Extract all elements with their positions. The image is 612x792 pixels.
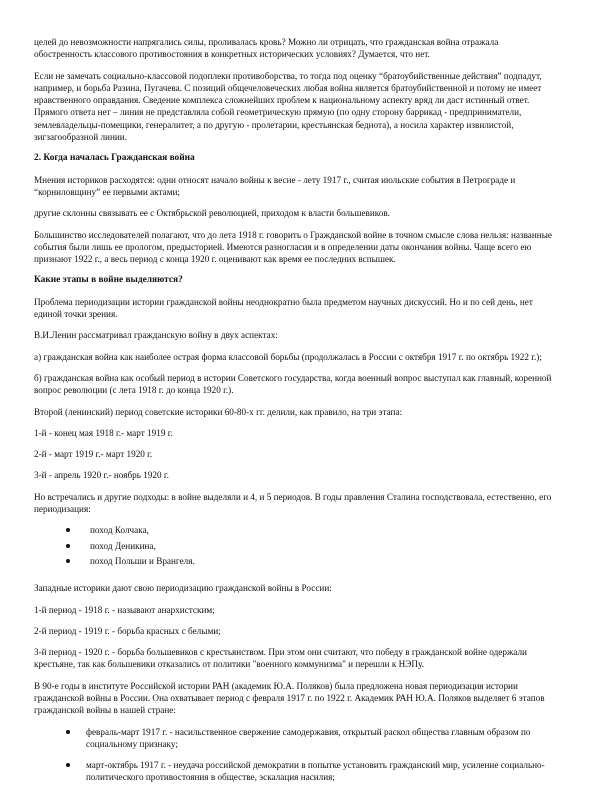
paragraph: 3-й период - 1920 г. - борьба большевиков с крестьянством. При этом они считают, что победу в гражданской войне одержали крестьяне, так как большевики отказались от политики "военного коммунизма" и перешли к НЭПу. <box>34 647 527 670</box>
paragraph: Проблема периодизации истории гражданской войны неоднократно была предметом научных дискуссий. Но и по сей день, нет единой точки зрения. <box>34 296 533 320</box>
paragraph: 3-й - апрель 1920 г.- ноябрь 1920 г. <box>34 470 169 481</box>
subsection-heading: Какие этапы в войне выделяются? <box>34 275 183 286</box>
paragraph: Западные историки дают свою периодизацию гражданской войны в России: <box>34 583 332 594</box>
paragraph: 2-й - март 1919 г.- март 1920 г. <box>34 449 153 460</box>
paragraph: Мнения историков расходятся: одни относят начало войны к весне - лету 1917 г., считая июльские события в Петрограде и “корниловщину” ее первыми актами; <box>34 174 516 197</box>
paragraph: Если не замечать социально-классовой подоплеки противоборства, то тогда под оценку “братоубийственные действия” подпадут, например, и борьба Разина, Пугачева. С позиций общечеловеческих любая война является братоубийственной и потому не имеет нравственного оправдания. Сведение комплекса сложнейших проблем к национальному аспекту вряд ли даст истинный ответ. Прямого ответа нет – линия не представляла собой геометрическую прямую (по одну сторону баррикад - предприниматели, землевладельцы-помещики, генералитет, а по другую - пролетарии, крестьянская беднота), а носила характер извилистой, зигзагообразной линии. <box>34 70 542 143</box>
list-item: февраль-март 1917 г. - насильственное свержение самодержавия, открытый раскол общества главным образом по социальному признаку; <box>34 726 558 751</box>
paragraph: а) гражданская война как наиболее острая форма классовой борьбы (продолжалась в России с октября 1917 г. по октябрь 1922 г.); <box>34 351 542 362</box>
paragraph: Второй (ленинский) период советские историки 60-80-х гг. делили, как правило, на три этапа: <box>34 406 403 417</box>
paragraph: 1-й - конец мая 1918 г.- март 1919 г. <box>34 427 173 438</box>
stalin-periods-list <box>34 524 558 567</box>
list-item: поход Колчака, <box>34 524 558 536</box>
list-item: поход Деникина, <box>34 540 558 552</box>
paragraph: другие склонны связывать ее с Октябрьской революцией, приходом к власти большевиков. <box>34 208 390 219</box>
paragraph: В 90-е годы в институте Российской истории РАН (академик Ю.А. Поляков) была предложена новая периодизация истории гражданской войны в России. Она охватывает период с февраля 1917 г. по 1922 г. Академик РАН Ю.А. Поляков выделяет 6 этапов гражданской войны в нашей стране: <box>34 680 545 716</box>
paragraph: В.И.Ленин рассматривал гражданскую войну в двух аспектах: <box>34 330 278 341</box>
polyakov-stages-list <box>34 726 558 784</box>
section-heading: 2. Когда началась Гражданская война <box>34 153 195 164</box>
paragraph: Большинство исследователей полагают, что до лета 1918 г. говорить о Гражданской войне в точном смысле слова нельзя: названные события были лишь ее прологом, предысторией. Имеются разногласия и в определении даты окончания войны. Чаще всего ею признают 1922 г., а весь период с конца 1920 г. оценивают как время ее последних вспышек. <box>34 229 552 265</box>
paragraph: 1-й период - 1918 г. - называют анархистским; <box>34 604 215 615</box>
list-item: март-октябрь 1917 г. - неудача российской демократии в попытке установить гражданский мир, усиление социально-политического противостояния в обществе, эскалация насилия; <box>34 759 558 784</box>
paragraph: Но встречались и другие подходы: в войне выделяли и 4, и 5 периодов. В годы правления Сталина господствовала, естественно, его периодизация: <box>34 491 552 515</box>
paragraph: целей до невозможности напрягались силы, проливалась кровь? Можно ли отрицать, что гражданская война отражала обостренность классового противостояния в конкретных исторических условиях? Думается, что нет. <box>34 37 499 60</box>
paragraph: 2-й период - 1919 г. - борьба красных с белыми; <box>34 625 221 636</box>
paragraph: б) гражданская война как особый период в истории Советского государства, когда военный вопрос выступал как главный, коренной вопрос революции (с лета 1918 г. до конца 1920 г.). <box>34 372 552 396</box>
list-item: поход Польши и Врангеля. <box>34 555 558 567</box>
